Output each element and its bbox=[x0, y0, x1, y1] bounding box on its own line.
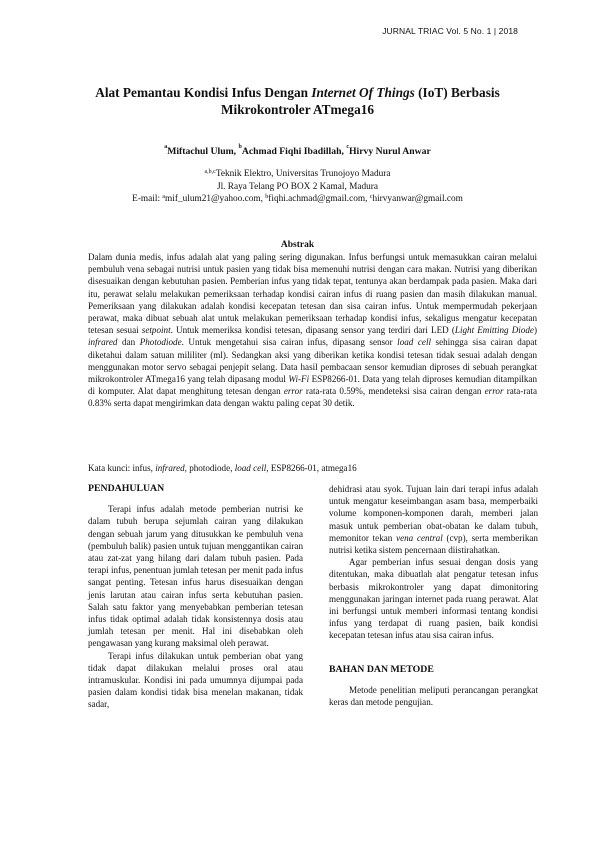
title-line2: Mikrokontroler ATmega16 bbox=[220, 102, 375, 117]
email-prefix: E-mail: bbox=[132, 194, 163, 204]
right-p1-text-a: dehidrasi atau syok. Tujuan lain dari terapi infus adalah untuk mengatur keseimbangan asam basa, memperbaiki volume komponen-komponen darah, memberi jalan masuk untuk pemberian obat-obatan ke dalam tubuh, memonitor tekan bbox=[329, 484, 538, 543]
keywords-2: infrared, bbox=[155, 463, 187, 473]
abstract-text-9: rata-rata 0.83% serta dapat mengirimkan data dengan waktu paling cepat 30 detik. bbox=[88, 386, 537, 409]
abstract-photodiode: Photodiode bbox=[139, 337, 182, 348]
abstract-body bbox=[88, 251, 537, 410]
keywords-1: Kata kunci: infus, bbox=[88, 463, 156, 473]
abstract-wifi: Wi-Fi bbox=[288, 374, 310, 385]
paper-title bbox=[60, 84, 535, 118]
email-b-sup: b bbox=[265, 194, 269, 200]
author-c-sup: c bbox=[346, 144, 349, 150]
abstract-setpoint: setpoint bbox=[141, 325, 171, 336]
section-heading-bahan-metode: BAHAN DAN METODE bbox=[329, 663, 434, 675]
abstract-text-2: . Untuk memeriksa kondisi tetesan, dipasang sensor yang terdiri dari LED ( bbox=[170, 325, 455, 336]
author-c: Hirvy Nurul Anwar bbox=[348, 146, 431, 157]
keywords-5: , ESP8266-01, atmega16 bbox=[266, 463, 357, 473]
right-paragraph-1 bbox=[329, 483, 538, 556]
left-column bbox=[88, 483, 303, 711]
title-iot-italic: Internet Of Things bbox=[311, 85, 415, 100]
affiliation-block bbox=[60, 168, 535, 206]
abstract-text-3: ) bbox=[533, 325, 537, 336]
author-list bbox=[60, 146, 535, 157]
author-b: Achmad Fiqhi Ibadillah, bbox=[241, 146, 347, 157]
email-c[interactable]: hirvyanwar@gmail.com bbox=[372, 194, 463, 204]
author-b-sup: b bbox=[238, 144, 242, 150]
email-a-sup: a bbox=[162, 194, 166, 200]
author-a: Miftachul Ulum, bbox=[167, 146, 239, 157]
abstract-heading: Abstrak bbox=[280, 240, 315, 250]
abstract-text-6: sehingga sisa cairan dapat diketahui dalam satuan mililiter (ml). Sedangkan aksi yang diberikan ketika kondisi tetesan tidak sesuai adalah dengan menggunakan motor servo sebagai penjepit selang. Data hasil pembacaan sensor kemudian diproses di sebuah perangkat mikrokontroler ATmega16 yang telah dipasang modul bbox=[88, 337, 537, 385]
keywords-line bbox=[88, 463, 537, 473]
email-a[interactable]: mif_ulum21@yahoo.com, bbox=[165, 194, 266, 204]
abstract-text-4: dan bbox=[117, 337, 140, 348]
journal-header: JURNAL TRIAC Vol. 5 No. 1 | 2018 bbox=[382, 26, 518, 36]
title-part1: Alat Pemantau Kondisi Infus Dengan bbox=[95, 85, 312, 100]
abstract-loadcell: load cell bbox=[397, 337, 431, 348]
author-a-sup: a bbox=[164, 144, 168, 150]
intro-paragraph-1: Terapi infus adalah metode pemberian nutrisi ke dalam tubuh berupa sejumlah cairan yang dilakukan dengan sebuah jarum yang ditusukkan ke pembuluh vena (pembuluh balik) pasien untuk tujuan menggantikan cairan atau zat-zat yang hilang dari dalam tubuh pasien. Pada terapi infus, penentuan jumlah tetesan per menit pada infus sangat penting. Tetesan infus harus disesuaikan dengan jenis larutan atau cairan infus serta kebutuhan pasien. Salah satu faktor yang menyebabkan pemberian tetesan infus tidak optimal adalah tidak konsistennya dosis atau jumlah tetesan per menit. Hal ini disebabkan oleh pengawasan yang kurang maksimal oleh perawat. bbox=[88, 504, 303, 649]
email-c-sup: c bbox=[369, 194, 373, 200]
abstract-text-7: ESP8266-01. Data yang telah diproses kemudian ditampilkan di komputer. Alat dapat menghitung tetesan dengan bbox=[88, 374, 537, 397]
right-column bbox=[329, 483, 538, 708]
abstract-text-5: . Untuk mengetahui sisa cairan infus, dipasang sensor bbox=[181, 337, 398, 348]
affil-sup: a,b,c bbox=[204, 169, 216, 175]
section-heading-pendahuluan: PENDAHULUAN bbox=[88, 483, 165, 494]
abstract-error-2: error bbox=[484, 386, 504, 397]
email-b[interactable]: fiqhi.achmad@gmail.com, bbox=[268, 194, 370, 204]
abstract-error-1: error bbox=[283, 386, 303, 397]
abstract-led: Light Emitting Diode bbox=[454, 325, 534, 336]
affil-dept: Teknik Elektro, Universitas Trunojoyo Madura bbox=[215, 169, 391, 179]
abstract-text-1: Dalam dunia medis, infus adalah alat yang paling sering digunakan. Infus berfungsi untuk memasukkan cairan melalui pembuluh vena sebagai nutrisi untuk pasien yang tidak bisa memenuhi nutrisi dengan cara makan. Nutrisi yang diberikan disesuaikan dengan kebutuhan pasien. Pemberian infus yang tidak tepat, tentunya akan berdampak pada pasien. Maka dari itu, perawat selalu melakukan pemeriksaan terhadap kondisi cairan infus di ruang pasien dan masih dilakukan manual. Pemeriksaan yang dilakukan adalah kondisi kecepatan tetesan dan sisa cairan infus. Untuk mempermudah pekerjaan perawat, maka dibuat sebuah alat untuk melakukan pemeriksaan terhadap kondisi infus, sekaligus mengatur kecepatan tetesan sesuai bbox=[88, 252, 537, 336]
methods-paragraph: Metode penelitian meliputi perancangan perangkat keras dan metode pengujian. bbox=[329, 684, 538, 708]
affil-address: Jl. Raya Telang PO BOX 2 Kamal, Madura bbox=[216, 181, 379, 192]
intro-paragraph-2: Terapi infus dilakukan untuk pemberian obat yang tidak dapat dilakukan melalui proses oral atau intramuskular. Kondisi ini pada umumnya dijumpai pada pasien dalam kondisi tidak bisa menelan makanan, tidak sadar, bbox=[88, 650, 303, 710]
right-vena-central: vena central bbox=[396, 532, 443, 543]
abstract-infrared: infrared bbox=[88, 337, 118, 348]
keywords-4: load cell bbox=[234, 463, 267, 473]
right-paragraph-2: Agar pemberian infus sesuai dengan dosis yang ditentukan, maka dibuatlah alat pengatur tetesan infus berbasis mikrokontroler yang dapat dimonitoring menggunakan jaringan internet pada ruang perawat. Alat ini berfungsi untuk memberi informasi tentang kondisi infus yang terdapat di ruang pasien, baik kondisi kecepatan tetesan infus atau sisa cairan infus. bbox=[329, 557, 538, 641]
keywords-3: photodiode, bbox=[186, 463, 235, 473]
title-part3: (IoT) Berbasis bbox=[414, 85, 500, 100]
right-p1-text-b: (cvp), serta memberikan nutrisi ketika sistem pencernaan diistirahatkan. bbox=[329, 532, 538, 556]
abstract-text-8: rata-rata 0.59%, mendeteksi sisa cairan dengan bbox=[302, 386, 485, 397]
